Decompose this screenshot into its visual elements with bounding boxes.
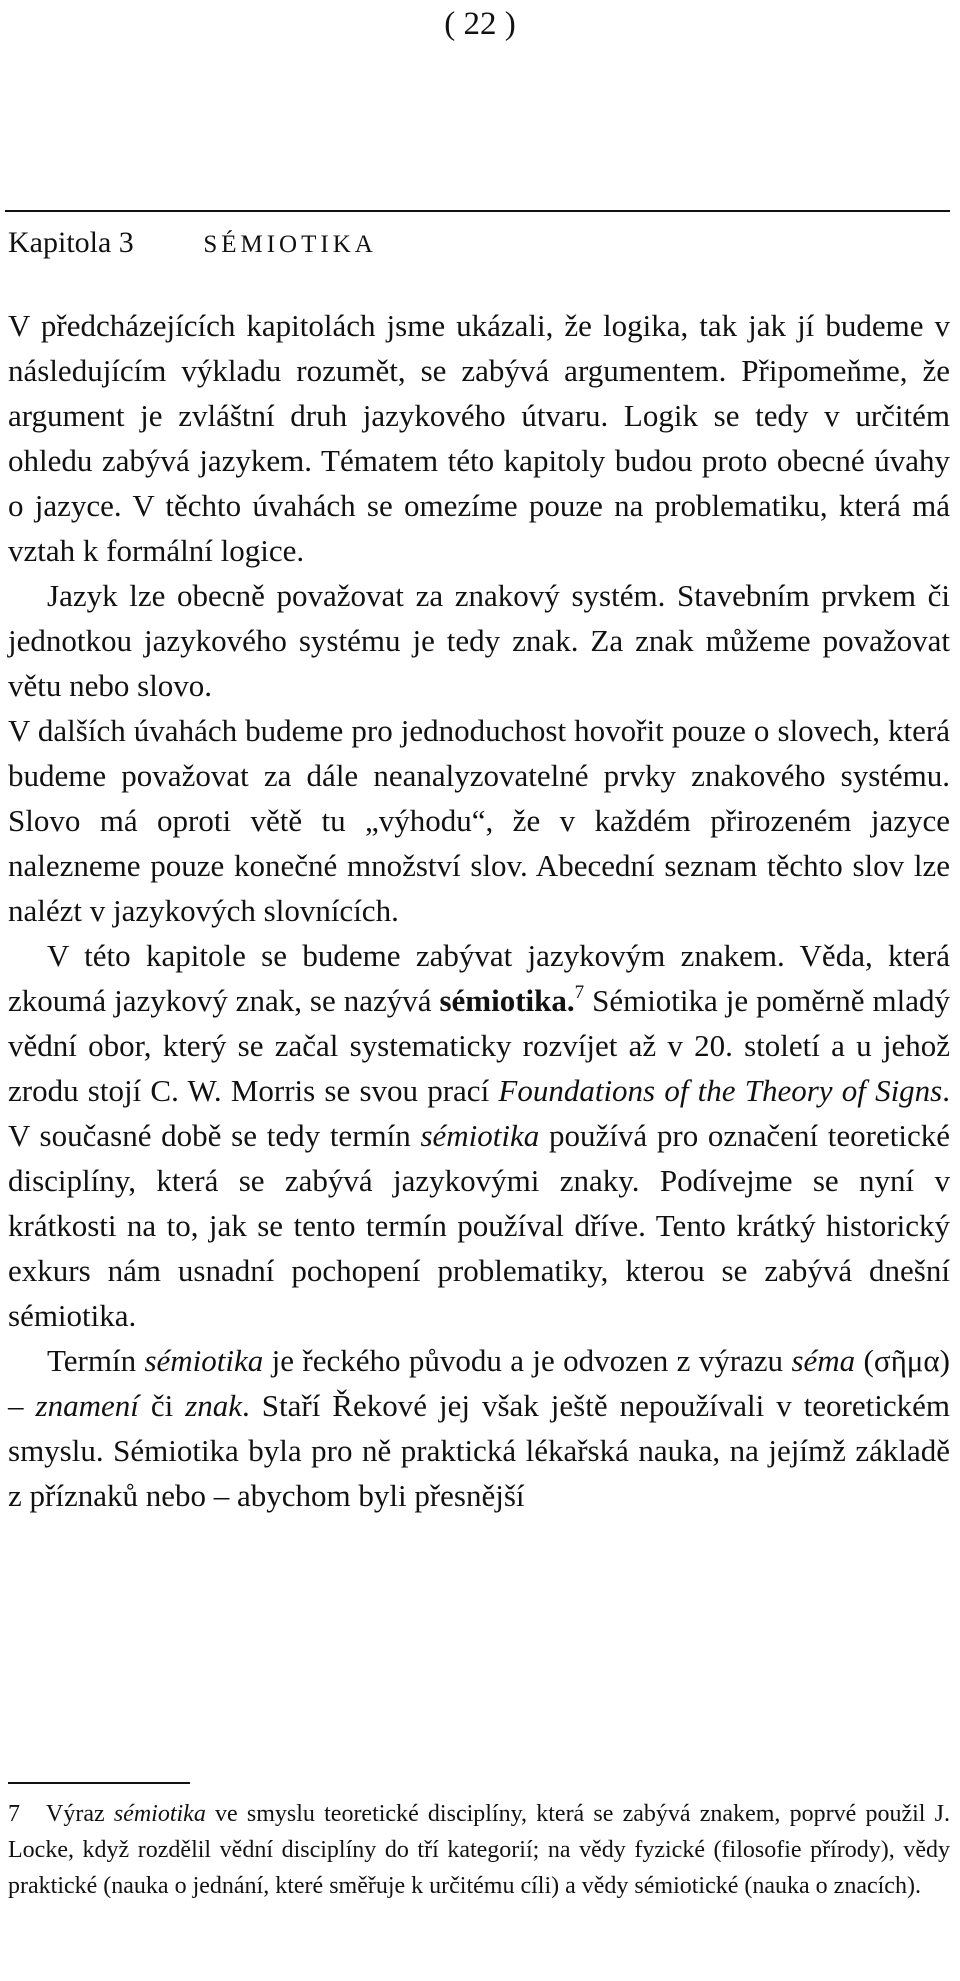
bold-term: . — [566, 983, 575, 1018]
text-run: Výraz — [46, 1801, 114, 1827]
body-text — [8, 303, 950, 1518]
footnote — [8, 1796, 950, 1904]
text-run: V předcházejících kapitolách jsme ukázali, že logika, tak jak jí budeme v následujícím výkladu rozumět, se zabývá argumentem. Připomeňme, že argument je zvláštní druh jazykového útvaru. Logik se tedy v určitém ohledu zabývá jazykem. Tématem této kapitoly budou proto obecné úvahy o jazyce. V těchto úvahách se omezíme pouze na problematiku, která má vztah k formální logice. — [8, 308, 950, 568]
paragraph — [8, 303, 950, 573]
text-run: . Staří Řekové jej však ještě nepoužívali v teoretickém smyslu. Sémiotika byla pro ně praktická lékařská nauka, na jejímž základě z příznaků nebo – abychom byli přesnější — [8, 1388, 950, 1513]
paragraph — [8, 573, 950, 708]
paragraph — [8, 708, 950, 933]
paragraph — [8, 933, 950, 1338]
chapter-label: Kapitola 3 — [8, 226, 134, 259]
text-run: V této kapitole se budeme zabývat jazykovým znakem. Věda, která zkoumá jazykový znak, se nazývá — [8, 938, 950, 1018]
text-run: Jazyk lze obecně považovat za znakový systém. Stavebním prvkem či jednotkou jazykového systému je tedy znak. Za znak můžeme považovat větu nebo slovo. — [8, 578, 950, 703]
text-run: je řeckého původu a je odvozen z výrazu — [263, 1343, 792, 1378]
text-run: . V současné době se tedy termín — [8, 1073, 950, 1153]
italic-term: znamení — [35, 1388, 139, 1423]
italic-term: znak — [185, 1388, 243, 1423]
chapter-heading — [8, 218, 948, 270]
italic-term: Foundations of the Theory of Signs — [498, 1073, 943, 1108]
footnotes — [8, 1796, 950, 1904]
text-run: V dalších úvahách budeme pro jednoduchost hovořit pouze o slovech, která budeme považovat za dále neanalyzovatelné prvky znakového systému. Slovo má oproti větě tu „výhodu“, že v každém přirozeném jazyce nalezneme pouze konečné množství slov. Abecední seznam těchto slov lze nalézt v jazykových slovnících. — [8, 713, 950, 928]
text-run: ve smyslu teoretické disciplíny, která se zabývá znakem, poprvé použil J. Locke, když rozdělil vědní disciplíny do tří kategorií; na vědy fyzické (filosofie přírody), vědy praktické (nauka o jednání, které směřuje k určitému cíli) a vědy sémiotické (nauka o znacích). — [8, 1801, 950, 1899]
bold-term: sémiotika — [439, 983, 567, 1018]
text-run: Sémiotika je poměrně mladý vědní obor, který se začal systematicky rozvíjet až v 20. století a u jehož zrodu stojí C. W. Morris se svou prací — [8, 983, 950, 1108]
italic-term: séma — [791, 1343, 856, 1378]
footnote-rule — [8, 1782, 190, 1784]
chapter-title: SÉMIOTIKA — [203, 231, 377, 258]
footnote-number: 7 — [8, 1801, 20, 1827]
paragraph — [8, 1338, 950, 1518]
footnote-ref: 7 — [574, 982, 585, 1003]
text-run: či — [138, 1388, 186, 1423]
italic-term: sémiotika — [420, 1118, 540, 1153]
italic-term: sémiotika — [113, 1801, 206, 1827]
text-run: používá pro označení teoretické disciplíny, která se zabývá jazykovými znaky. Podívejme se nyní v krátkosti na to, jak se tento termín používal dříve. Tento krátký historický exkurs nám usnadní pochopení problematiky, kterou se zabývá dnešní sémiotika. — [8, 1118, 950, 1333]
text-run: Termín — [47, 1343, 145, 1378]
text-run: (σῆμα) – — [8, 1343, 950, 1423]
italic-term: sémiotika — [144, 1343, 264, 1378]
header-rule — [5, 210, 950, 212]
page-number: ( 22 ) — [444, 6, 516, 42]
